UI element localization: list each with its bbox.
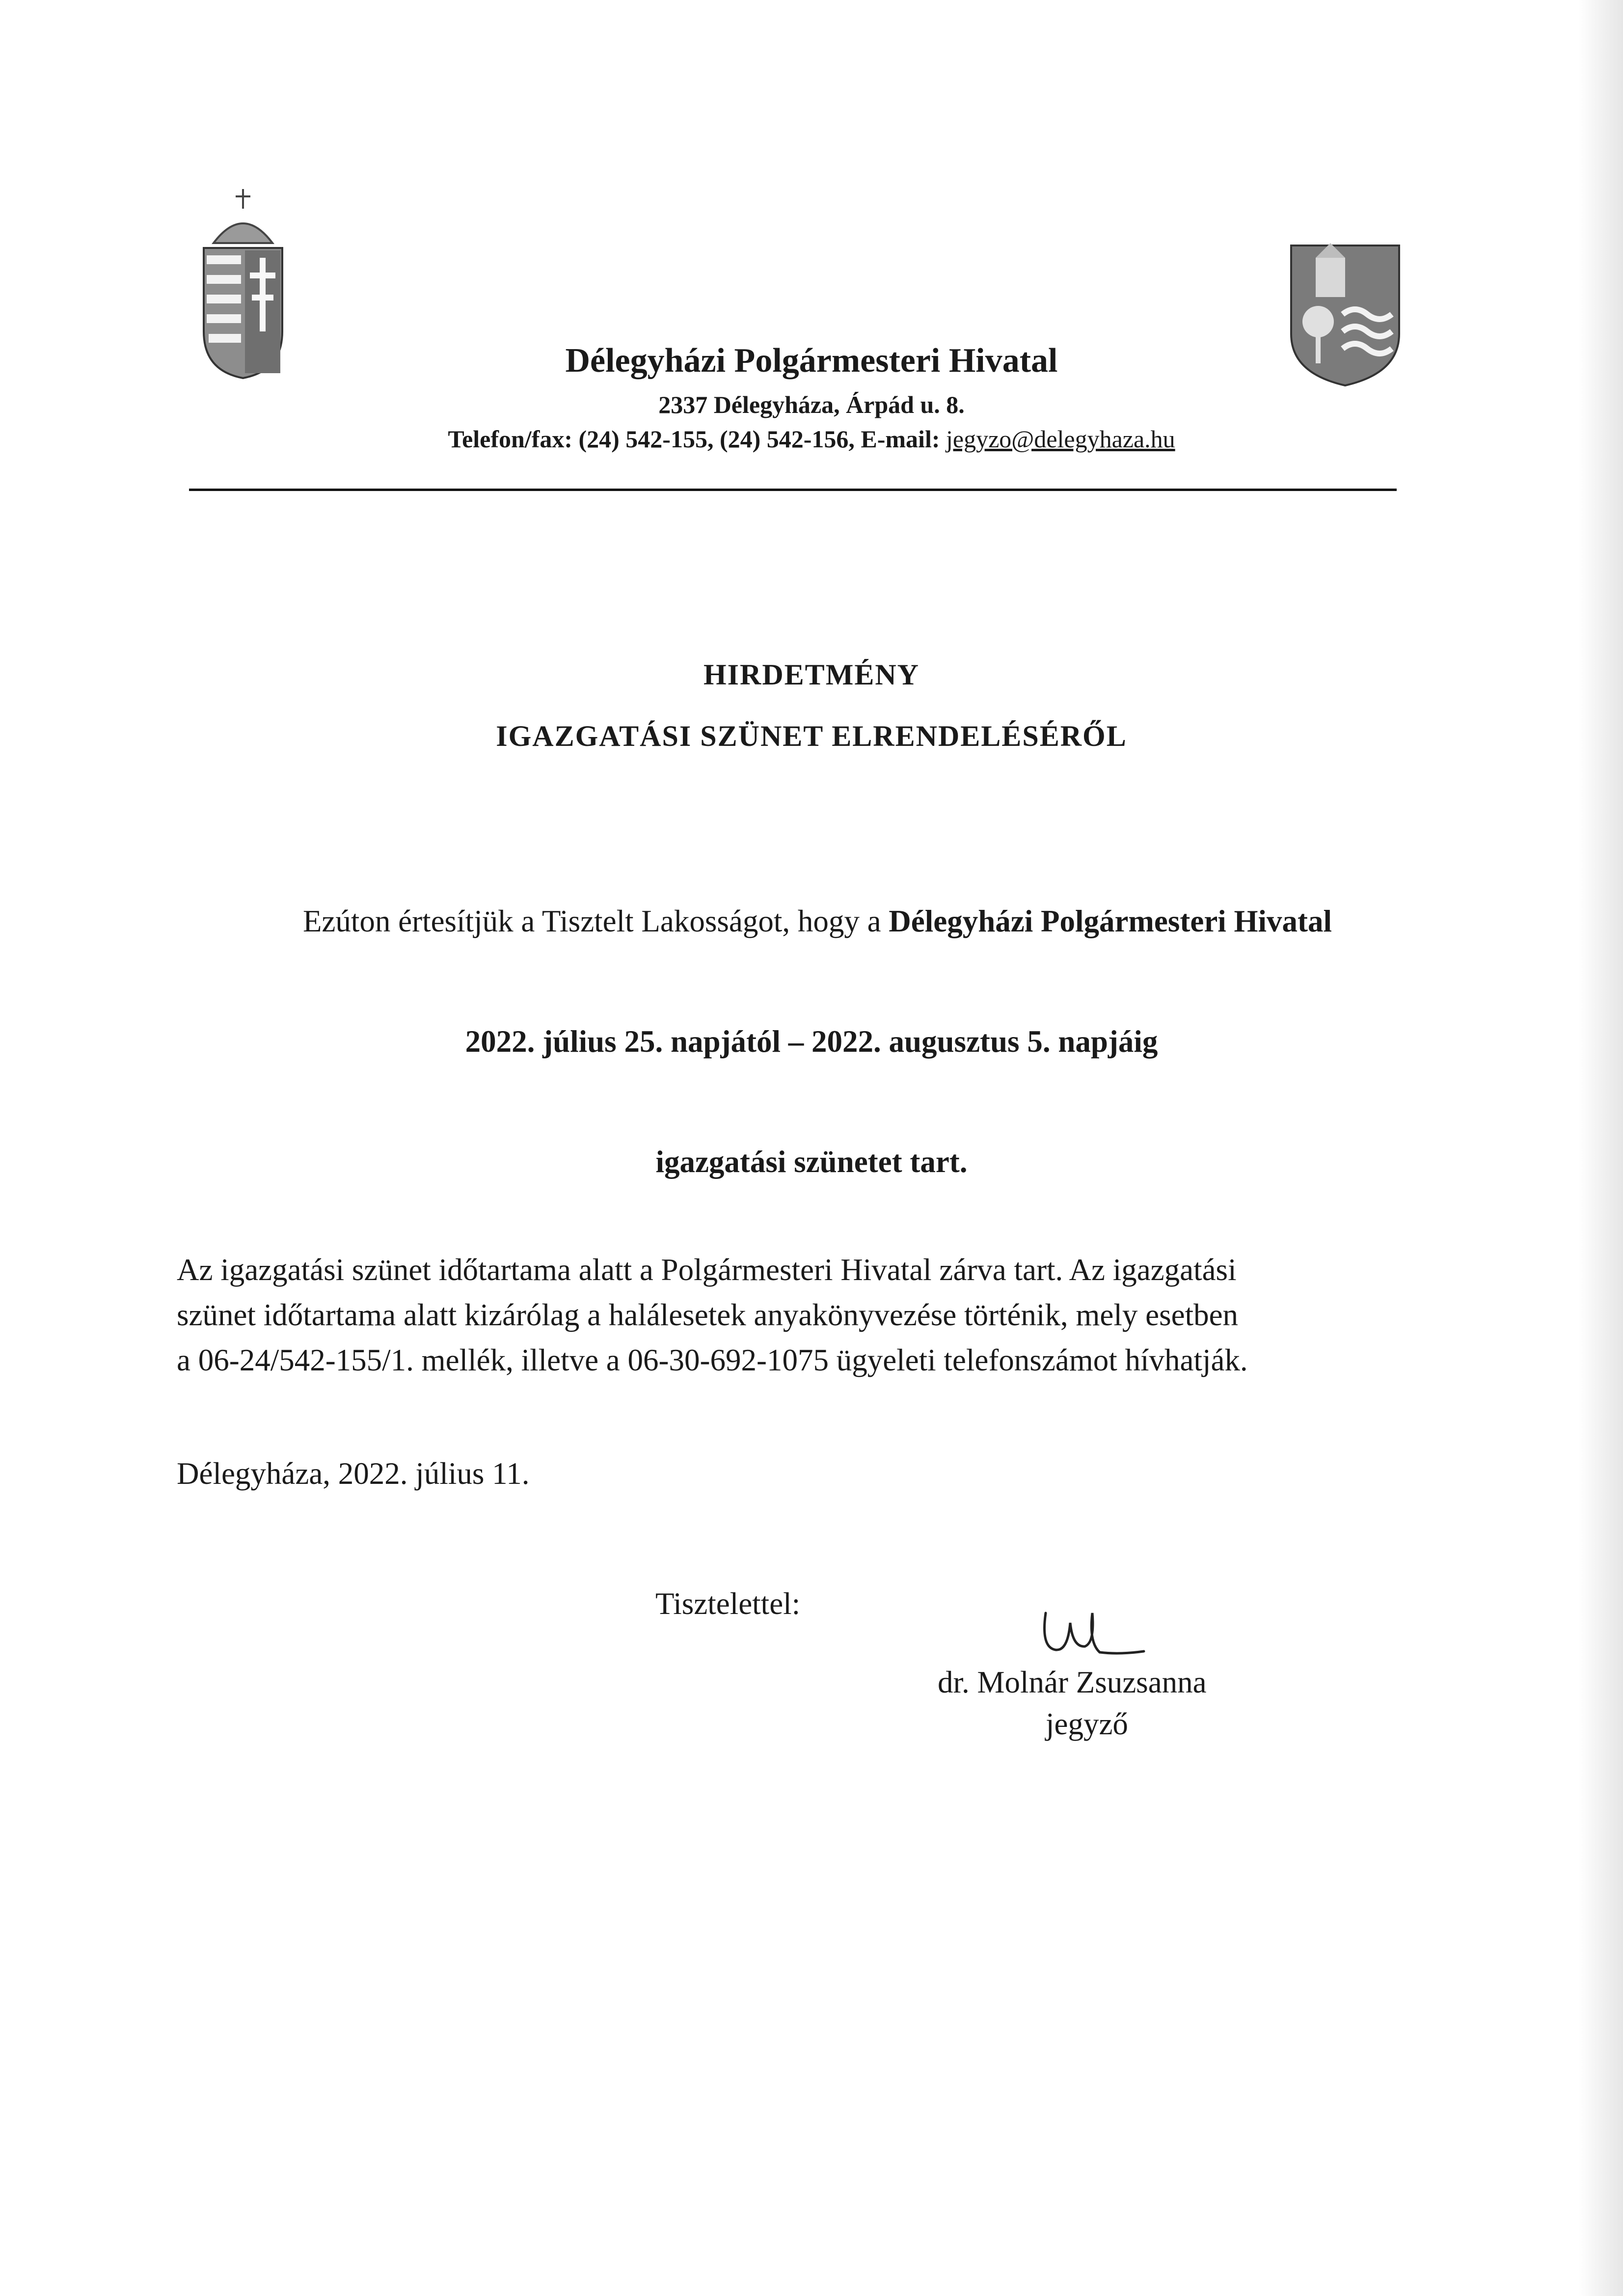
notice-title: HIRDETMÉNY [703, 658, 920, 691]
office-name: Délegyházi Polgármesteri Hivatal [565, 342, 1058, 380]
signer-title: jegyző [1046, 1707, 1128, 1741]
email-link[interactable]: jegyzo@delegyhaza.hu [946, 425, 1175, 453]
regards: Tisztelettel: [655, 1586, 801, 1621]
place-and-date: Délegyháza, 2022. július 11. [177, 1456, 530, 1491]
intro-bold-office: Délegyházi Polgármesteri Hivatal [889, 904, 1332, 938]
paragraph-line: szünet időtartama alatt kizárólag a halálesetek anyakönyvezése történik, mely esetben [177, 1298, 1239, 1332]
closure-date-range: 2022. július 25. napjától – 2022. augusztus 5. napjáig [465, 1024, 1158, 1059]
office-address: 2337 Délegyháza, Árpád u. 8. [658, 391, 965, 418]
closure-statement: igazgatási szünetet tart. [655, 1145, 968, 1179]
intro-text [179, 903, 1456, 939]
details-paragraph [177, 1247, 1424, 1383]
notice-subtitle: IGAZGATÁSI SZÜNET ELRENDELÉSÉRŐL [496, 720, 1127, 752]
handwritten-signature-icon [1031, 1593, 1159, 1667]
intro-plain: Ezúton értesítjük a Tisztelt Lakosságot, hogy a [302, 904, 889, 938]
contact-phone-fax: Telefon/fax: (24) 542-155, (24) 542-156, E-mail: [448, 425, 940, 453]
signer-name: dr. Molnár Zsuzsanna [938, 1665, 1207, 1699]
paragraph-line: a 06-24/542-155/1. mellék, illetve a 06-30-692-1075 ügyeleti telefonszámot hívhatják. [177, 1343, 1248, 1377]
office-contact [0, 425, 1623, 453]
paragraph-line: Az igazgatási szünet időtartama alatt a Polgármesteri Hivatal zárva tart. Az igazgatási [177, 1253, 1237, 1287]
header-divider [189, 489, 1397, 491]
